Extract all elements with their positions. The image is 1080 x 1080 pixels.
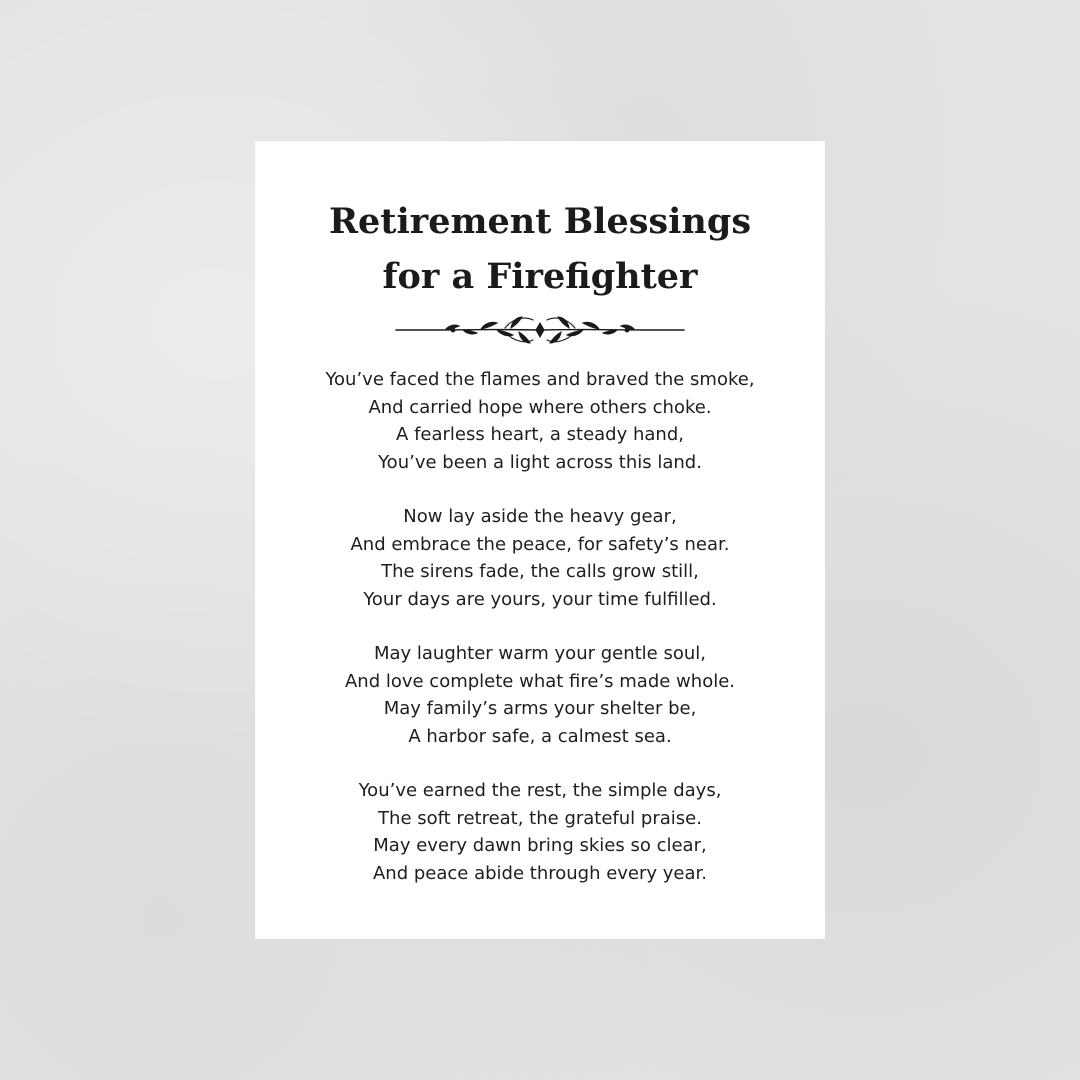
poem-line: And embrace the peace, for safety’s near. (350, 533, 730, 555)
poem-line: The sirens fade, the calls grow still, (381, 561, 699, 582)
poem-stanza (0, 640, 1080, 750)
poem-stanza (0, 503, 1080, 613)
poem-line: You’ve earned the rest, the simple days, (358, 780, 722, 801)
poem-line: And love complete what fire’s made whole. (344, 670, 736, 692)
poem-line: May family’s arms your shelter be, (383, 698, 697, 719)
poem-line: Now lay aside the heavy gear, (403, 506, 677, 527)
poem-line: You’ve been a light across this land. (378, 451, 702, 473)
poem-line: Your days are yours, your time fulfilled. (363, 588, 717, 610)
poem-title-line-1: Retirement Blessings (328, 201, 752, 242)
poem-line: May every dawn bring skies so clear, (373, 835, 707, 856)
poem-title (0, 194, 1080, 304)
poem-stanza (0, 366, 1080, 476)
poem-line: And carried hope where others choke. (368, 396, 712, 418)
poem-stanza (0, 777, 1080, 887)
poem-line: May laughter warm your gentle soul, (373, 643, 707, 664)
poem-title-line-2: for a Firefighter (382, 256, 698, 297)
poem-line: A fearless heart, a steady hand, (396, 424, 684, 445)
poem-body (0, 366, 1080, 914)
poem-line: You’ve faced the flames and braved the smoke, (325, 369, 755, 390)
poem-line: The soft retreat, the grateful praise. (378, 807, 702, 829)
poem-line: A harbor safe, a calmest sea. (408, 725, 672, 747)
floral-divider-icon (393, 308, 687, 352)
poem-line: And peace abide through every year. (372, 862, 708, 884)
